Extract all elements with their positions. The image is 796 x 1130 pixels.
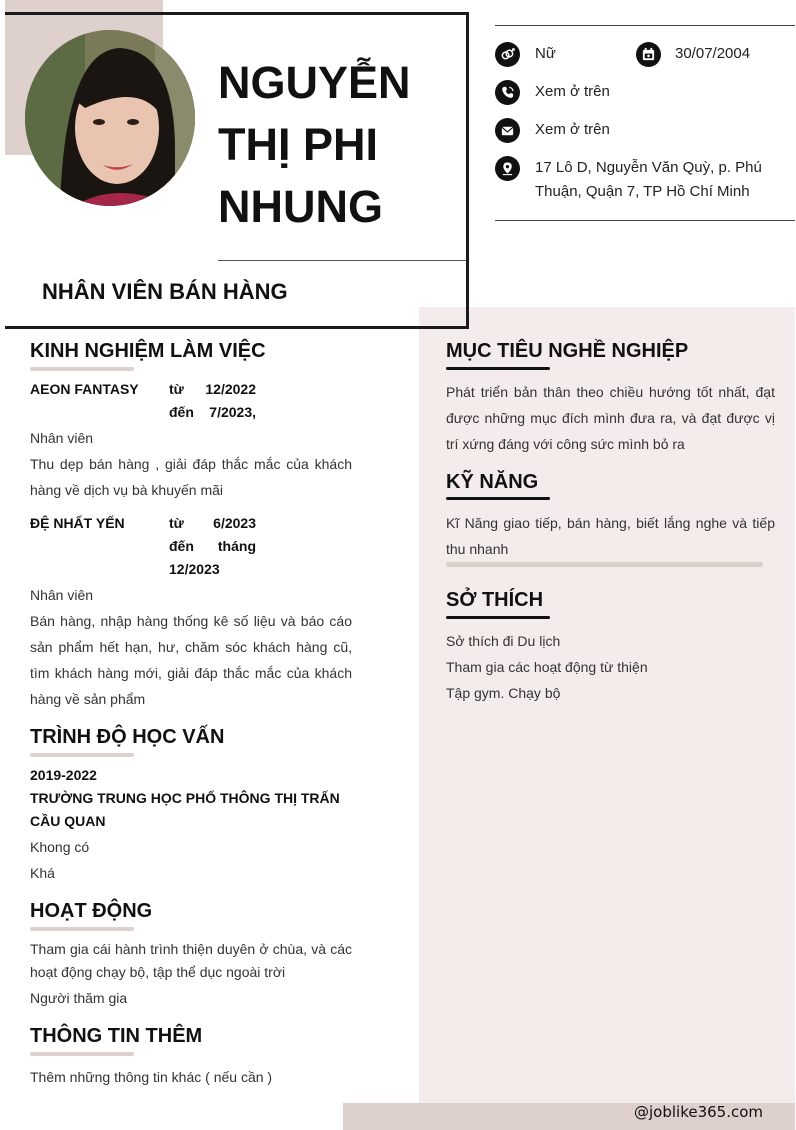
education-heading: TRÌNH ĐỘ HỌC VẤN — [30, 726, 225, 748]
section-underline — [446, 367, 550, 370]
exp-description: Thu dẹp bán hàng , giải đáp thắc mắc của khách hàng về dịch vụ bà khuyến mãi — [30, 456, 352, 498]
location-icon — [495, 156, 520, 181]
email-value: Xem ở trên — [535, 121, 610, 138]
hobbies-heading: SỞ THÍCH — [446, 589, 544, 611]
email-icon — [495, 118, 520, 143]
candidate-name: NGUYỄN THỊ PHI NHUNG — [218, 57, 411, 232]
activity-role: Người thăm gia — [30, 990, 128, 1006]
phone-icon — [495, 80, 520, 105]
extra-heading: THÔNG TIN THÊM — [30, 1025, 203, 1047]
dob-value: 30/07/2004 — [675, 45, 751, 62]
section-underline — [30, 927, 134, 931]
activity-description: Tham gia cái hành trình thiện duyên ở chùa, và các hoạt động chạy bộ, tập thể dục ngoài trời — [30, 941, 352, 980]
exp-role: Nhân viên — [30, 430, 94, 446]
exp-role: Nhân viên — [30, 587, 94, 603]
skill-level-fill — [446, 562, 763, 567]
divider — [495, 220, 795, 221]
skills-text: Kĩ Năng giao tiếp, bán hàng, biết lắng nghe và tiếp thu nhanh — [446, 515, 775, 557]
divider — [495, 25, 795, 26]
avatar — [25, 30, 195, 206]
calendar-icon — [636, 42, 661, 67]
objective-heading: MỤC TIÊU NGHỀ NGHIỆP — [446, 340, 689, 362]
skill-level-track — [446, 562, 763, 567]
exp-period: từ 12/2022 đến 7/2023, — [169, 381, 256, 420]
phone-value: Xem ở trên — [535, 83, 610, 100]
exp-company: ĐỆ NHẤT YẾN — [30, 515, 125, 531]
hobby-item: Tập gym. Chạy bộ — [446, 685, 561, 701]
skills-heading: KỸ NĂNG — [446, 471, 539, 493]
edu-school: TRƯỜNG TRUNG HỌC PHỔ THÔNG THỊ TRẤN CẦU QUAN — [30, 790, 340, 829]
gender-value: Nữ — [535, 45, 556, 62]
extra-text: Thêm những thông tin khác ( nếu cần ) — [30, 1069, 273, 1085]
exp-company: AEON FANTASY — [30, 381, 139, 397]
edu-period: 2019-2022 — [30, 767, 97, 783]
section-underline — [30, 367, 134, 371]
activities-heading: HOẠT ĐỘNG — [30, 900, 153, 922]
section-underline — [30, 1052, 134, 1056]
edu-grade: Khá — [30, 865, 55, 881]
job-title: NHÂN VIÊN BÁN HÀNG — [42, 279, 288, 304]
exp-description: Bán hàng, nhập hàng thống kê số liệu và báo cáo sản phẩm hết hạn, hư, chăm sóc khách hàng cũ, tìm khách hàng mới, giải đáp thắc mắc của khách hàng về sản phẩm — [30, 613, 352, 707]
exp-period: từ 6/2023 đến tháng 12/2023 — [169, 515, 256, 577]
hobby-item: Sở thích đi Du lịch — [446, 633, 561, 649]
avatar-photo — [25, 30, 195, 206]
gender-icon — [495, 42, 520, 67]
objective-text: Phát triển bản thân theo chiều hướng tốt nhất, đạt được những mục đích mình đưa ra, và đạt được vị trí xứng đáng với công sức mình bỏ ra — [446, 384, 775, 452]
section-underline — [446, 616, 550, 619]
hobby-item: Tham gia các hoạt động từ thiện — [446, 659, 648, 675]
experience-heading: KINH NGHIỆM LÀM VIỆC — [30, 340, 266, 362]
watermark-text: @joblike365.com — [634, 1103, 764, 1121]
edu-major: Khong có — [30, 839, 90, 855]
section-underline — [30, 753, 134, 757]
address-value: 17 Lô D, Nguyễn Văn Quỳ, p. Phú Thuận, Quận 7, TP Hồ Chí Minh — [535, 159, 762, 200]
section-underline — [446, 497, 550, 500]
divider — [218, 260, 466, 261]
